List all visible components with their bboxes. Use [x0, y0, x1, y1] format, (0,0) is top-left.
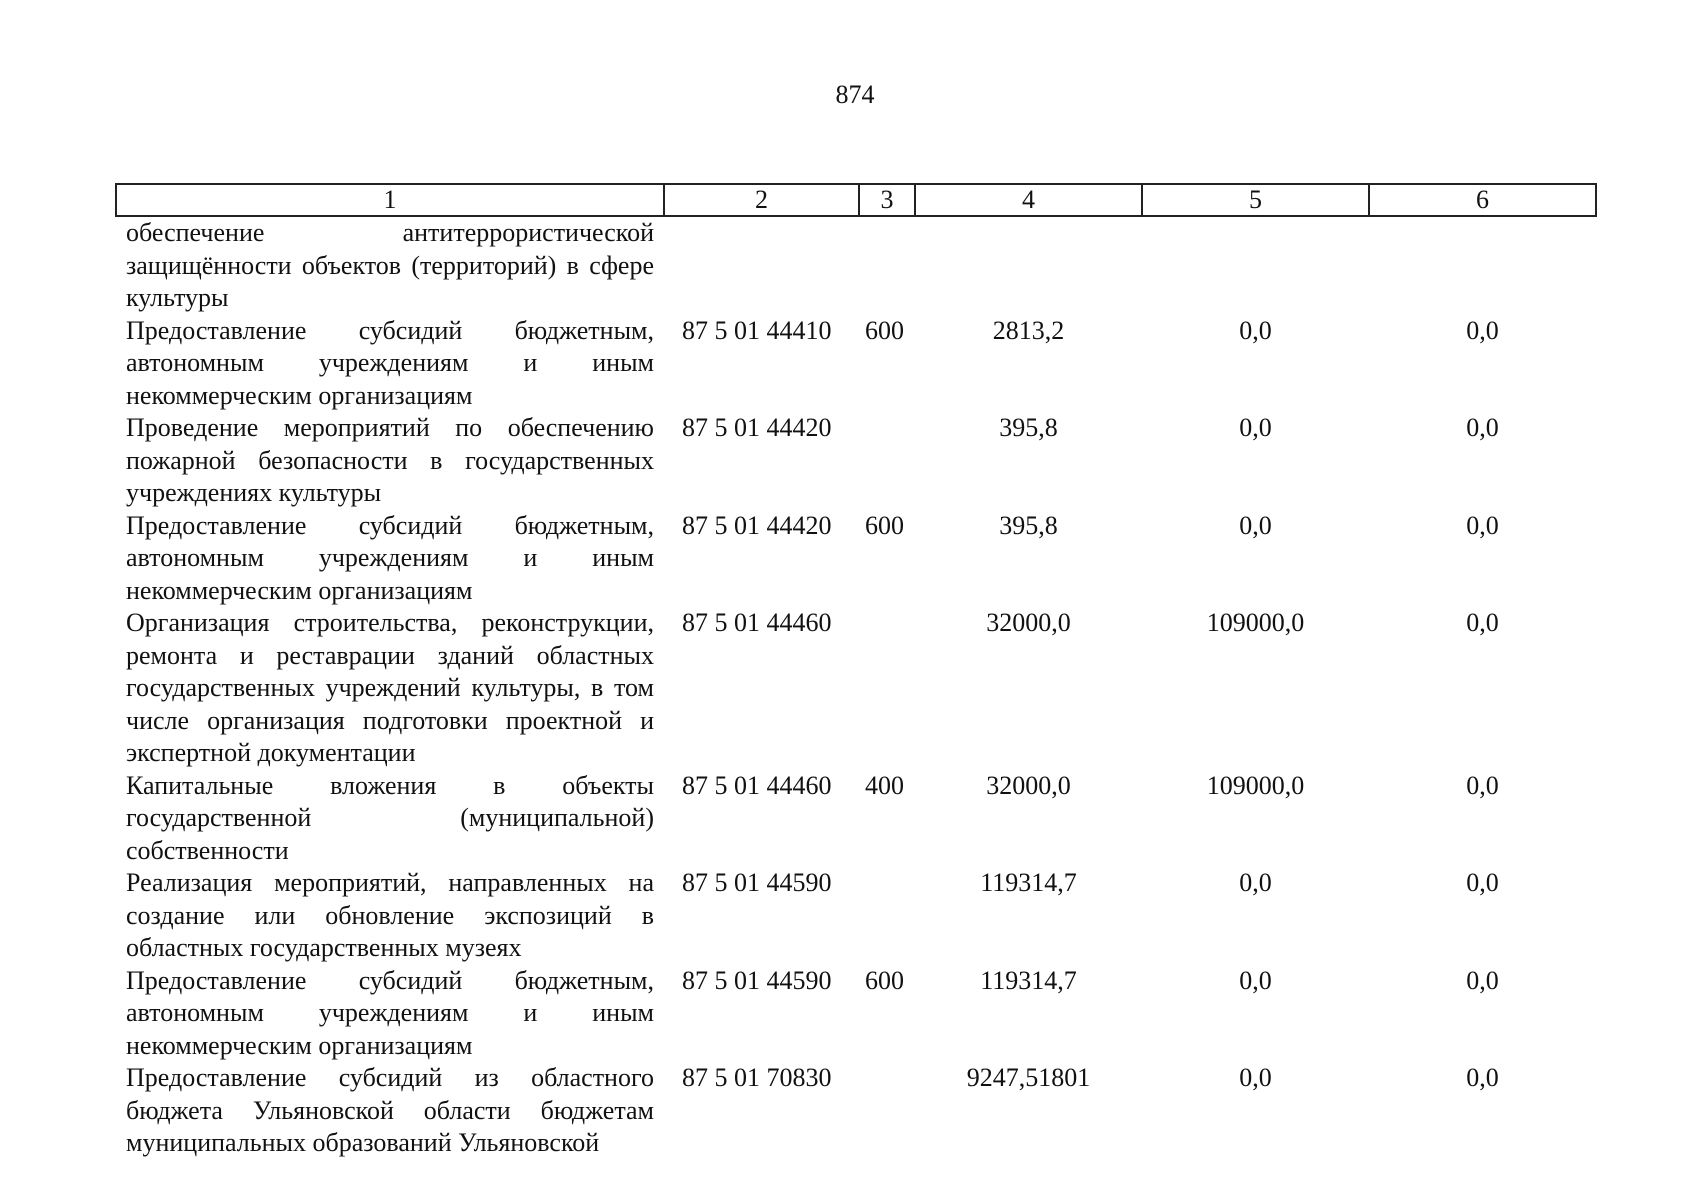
row-value-4: 119314,7: [980, 965, 1077, 995]
row-value-4: 395,8: [999, 510, 1058, 540]
row-value-4: 395,8: [999, 413, 1058, 442]
row-expense-type: [859, 412, 915, 510]
row-expense-type: [859, 1062, 915, 1160]
row-value-6: 0,0: [1466, 868, 1499, 897]
row-value-6: 0,0: [1466, 510, 1499, 540]
row-target-code: 87 5 01 44420: [682, 413, 832, 442]
row-value-6: 0,0: [1466, 1063, 1499, 1092]
row-value-6: 0,0: [1466, 965, 1499, 995]
table-header: [116, 184, 1596, 216]
table-row: [116, 412, 1596, 510]
row-expense-type: 400: [865, 770, 904, 800]
row-value-4: 32000,0: [986, 770, 1071, 800]
header-row: [116, 184, 1596, 216]
row-value-4: 32000,0: [986, 608, 1071, 637]
row-value-6: 0,0: [1466, 608, 1499, 637]
row-expense-type: 600: [865, 965, 904, 995]
row-target-code: 87 5 01 70830: [682, 1063, 832, 1092]
row-expense-type: 600: [865, 315, 904, 345]
row-name: Предоставление субсидий бюджетным, автономным учреждениям и иным некоммерческим организациям: [126, 965, 654, 1060]
row-name: Предоставление субсидий бюджетным, автономным учреждениям и иным некоммерческим организациям: [126, 315, 654, 410]
row-value-5: 109000,0: [1206, 770, 1305, 800]
row-value-6: 0,0: [1466, 315, 1499, 345]
column-header-4: 4: [915, 184, 1142, 216]
row-value-6: 0,0: [1466, 413, 1499, 442]
row-value-5: 0,0: [1239, 868, 1272, 897]
row-name: Реализация мероприятий, направленных на создание или обновление экспозиций в областных государственных музеях: [126, 868, 654, 962]
row-target-code: 87 5 01 44460: [682, 770, 832, 800]
row-value-5: [1142, 216, 1369, 315]
table-body: [116, 216, 1596, 1160]
table-row: [116, 770, 1596, 868]
table-row: [116, 867, 1596, 965]
row-name: Организация строительства, реконструкции, ремонта и реставрации зданий областных государственных учреждений культуры, в том числе организация подготовки проектной и экспертной документации: [126, 608, 654, 767]
row-value-4: 9247,51801: [966, 1063, 1091, 1092]
column-header-2: 2: [664, 184, 859, 216]
row-value-5: 0,0: [1239, 315, 1272, 345]
row-expense-type: [859, 607, 915, 770]
row-value-4: [915, 216, 1142, 315]
row-expense-type: 600: [865, 510, 904, 540]
row-value-6: 0,0: [1466, 770, 1499, 800]
page-number: 874: [835, 80, 875, 109]
row-name: Капитальные вложения в объекты государственной (муниципальной) собственности: [126, 770, 654, 865]
column-header-3: 3: [859, 184, 915, 216]
table-row: [116, 1062, 1596, 1160]
column-header-5: 5: [1142, 184, 1369, 216]
row-value-4: 119314,7: [980, 868, 1077, 897]
column-header-6: 6: [1369, 184, 1596, 216]
table-row: [116, 510, 1596, 608]
table-row: [116, 315, 1596, 413]
row-expense-type: [859, 867, 915, 965]
table-row: [116, 965, 1596, 1063]
table-row: [116, 607, 1596, 770]
row-target-code: 87 5 01 44420: [682, 510, 832, 540]
row-target-code: [664, 216, 859, 315]
row-target-code: 87 5 01 44590: [682, 965, 832, 995]
row-value-5: 109000,0: [1206, 608, 1305, 637]
row-target-code: 87 5 01 44460: [682, 608, 832, 637]
row-value-5: 0,0: [1239, 965, 1272, 995]
row-name: Проведение мероприятий по обеспечению пожарной безопасности в государственных учреждениях культуры: [126, 413, 654, 507]
row-value-4: 2813,2: [992, 315, 1065, 345]
column-header-1: 1: [116, 184, 664, 216]
row-name: обеспечение антитеррористической защищённости объектов (территорий) в сфере культуры: [126, 218, 654, 312]
budget-table: [115, 183, 1597, 1160]
row-name: Предоставление субсидий из областного бюджета Ульяновской области бюджетам муниципальных образований Ульяновской: [126, 1063, 654, 1157]
row-name: Предоставление субсидий бюджетным, автономным учреждениям и иным некоммерческим организациям: [126, 510, 654, 605]
row-value-5: 0,0: [1239, 510, 1272, 540]
table-row: [116, 216, 1596, 315]
row-target-code: 87 5 01 44410: [682, 315, 832, 345]
row-value-5: 0,0: [1239, 1063, 1272, 1092]
row-expense-type: [859, 216, 915, 315]
row-value-5: 0,0: [1239, 413, 1272, 442]
row-value-6: [1369, 216, 1596, 315]
row-target-code: 87 5 01 44590: [682, 868, 832, 897]
